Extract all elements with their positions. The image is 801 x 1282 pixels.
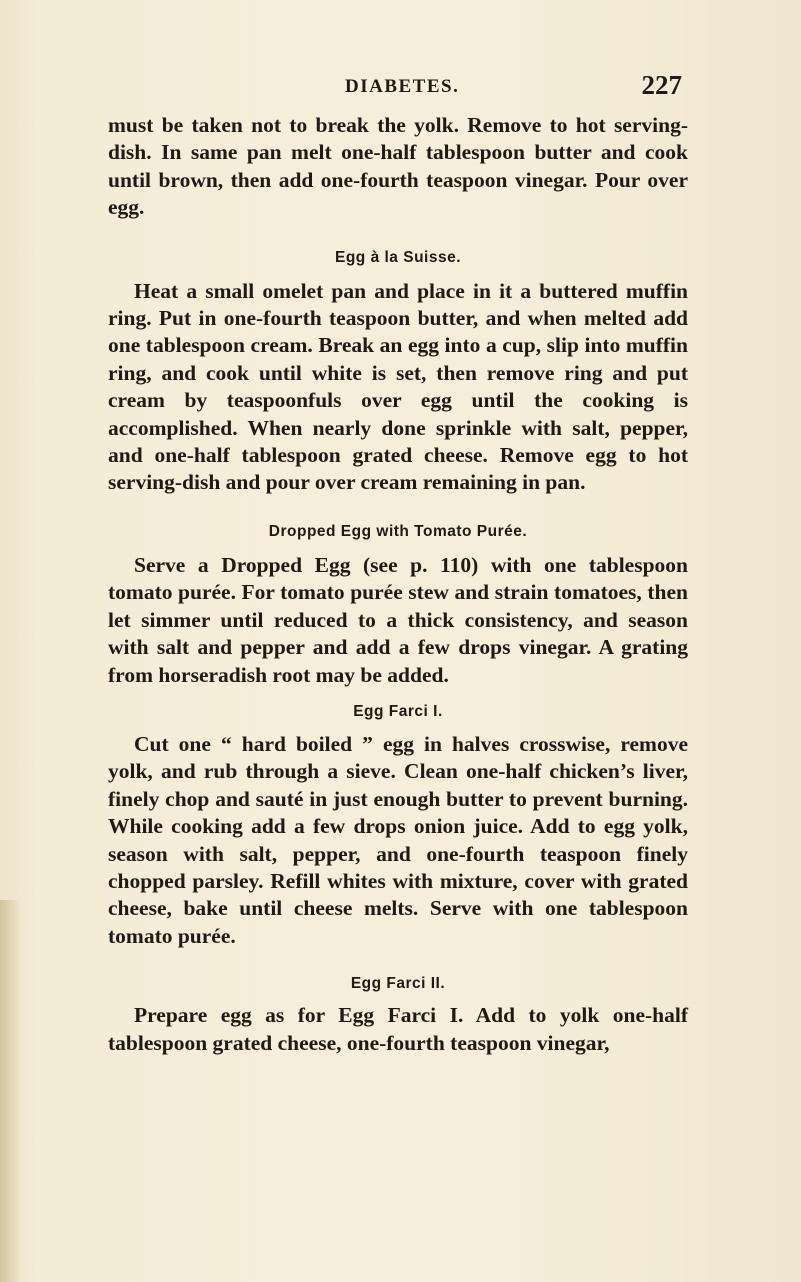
intro-paragraph: must be taken not to break the yolk. Remove to hot serving-dish. In same pan melt one-half tablespoon butter and cook until brown, then add one-fourth teaspoon vinegar. Pour over egg. bbox=[108, 113, 688, 220]
recipe-heading-egg-farci-1: Egg Farci I. bbox=[353, 702, 443, 720]
recipe-text-egg-farci-2: Prepare egg as for Egg Farci I. Add to yolk one-half tablespoon grated cheese, one-fourth teaspoon vinegar, bbox=[108, 1003, 688, 1055]
page-content bbox=[108, 112, 688, 1057]
running-head: DIABETES. bbox=[345, 76, 460, 97]
page-edge-stain bbox=[0, 900, 22, 1282]
recipe-text-dropped-egg-tomato-puree: Serve a Dropped Egg (see p. 110) with one tablespoon tomato purée. For tomato purée stew and strain tomatoes, then let simmer until reduced to a thick consistency, and season with salt and pepper and add a few drops vinegar. A grating from horseradish root may be added. bbox=[108, 552, 688, 687]
recipe-heading-egg-a-la-suisse: Egg à la Suisse. bbox=[334, 248, 462, 266]
page-header bbox=[108, 70, 682, 104]
page-number: 227 bbox=[641, 70, 682, 100]
recipe-heading-egg-farci-2: Egg Farci II. bbox=[350, 975, 446, 993]
recipe-text-egg-a-la-suisse: Heat a small omelet pan and place in it a buttered muffin ring. Put in one-fourth teaspoon butter, and when melted add one tablespoon cream. Break an egg into a cup, slip into muffin ring, and cook until white is set, then remove ring and put cream by teaspoonfuls over egg until the cooking is accomplished. When nearly done sprinkle with salt, pepper, and one-half tablespoon grated cheese. Remove egg to hot serving-dish and pour over cream remaining in pan. bbox=[108, 278, 688, 495]
recipe-text-egg-farci-1: Cut one “ hard boiled ” egg in halves crosswise, remove yolk, and rub through a sieve. Clean one-half chicken’s liver, finely chop and sauté in just enough butter to prevent burning. While cooking add a few drops onion juice. Add to egg yolk, season with salt, pepper, and one-fourth teaspoon finely chopped parsley. Refill whites with mixture, cover with grated cheese, bake until cheese melts. Serve with one tablespoon tomato purée. bbox=[108, 731, 688, 948]
recipe-heading-dropped-egg-tomato-puree: Dropped Egg with Tomato Purée. bbox=[268, 522, 528, 540]
